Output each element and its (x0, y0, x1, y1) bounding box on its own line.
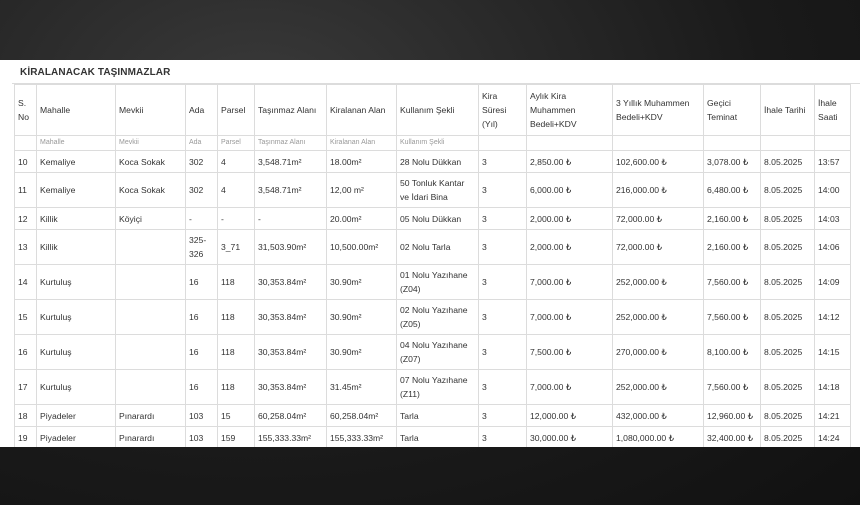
table-cell: 8,100.00 ₺ (704, 335, 761, 370)
table-cell (613, 136, 704, 151)
column-header: Parsel (218, 85, 255, 136)
table-cell: 30.90m² (327, 335, 397, 370)
table-cell: 02 Nolu Tarla (397, 230, 479, 265)
table-cell: 3 (479, 427, 527, 448)
table-cell (116, 265, 186, 300)
table-cell: Piyadeler (37, 405, 116, 427)
table-cell: Kiralanan Alan (327, 136, 397, 151)
table-cell: 13:57 (815, 151, 851, 173)
table-cell: 18.00m² (327, 151, 397, 173)
table-cell: 2,160.00 ₺ (704, 230, 761, 265)
table-cell: Koca Sokak (116, 151, 186, 173)
table-cell: Köyiçi (116, 208, 186, 230)
table-cell: 432,000.00 ₺ (613, 405, 704, 427)
table-cell: 15 (218, 405, 255, 427)
table-cell (116, 335, 186, 370)
table-cell: 2,850.00 ₺ (527, 151, 613, 173)
table-cell: 4 (218, 173, 255, 208)
table-cell: 3 (479, 370, 527, 405)
table-cell: 11 (15, 173, 37, 208)
column-header: Kullanım Şekli (397, 85, 479, 136)
table-cell: 3 (479, 405, 527, 427)
column-header: Mevkii (116, 85, 186, 136)
table-cell: 16 (186, 370, 218, 405)
table-cell (116, 230, 186, 265)
table-cell: 30.90m² (327, 265, 397, 300)
table-cell: 14:21 (815, 405, 851, 427)
table-row (15, 265, 851, 300)
column-header: Geçici Teminat (704, 85, 761, 136)
table-cell: Tarla (397, 405, 479, 427)
table-cell: 155,333.33m² (327, 427, 397, 448)
table-cell: Tarla (397, 427, 479, 448)
properties-table (14, 84, 851, 447)
table-cell: 3 (479, 230, 527, 265)
table-cell: 3_71 (218, 230, 255, 265)
table-cell: Piyadeler (37, 427, 116, 448)
table-row (15, 300, 851, 335)
table-cell: 14:06 (815, 230, 851, 265)
table-cell: 118 (218, 265, 255, 300)
table-cell: 05 Nolu Dükkan (397, 208, 479, 230)
table-cell: 3,078.00 ₺ (704, 151, 761, 173)
table-cell: 7,000.00 ₺ (527, 370, 613, 405)
column-header: Kiralanan Alan (327, 85, 397, 136)
table-cell: 8.05.2025 (761, 335, 815, 370)
table-cell: 270,000.00 ₺ (613, 335, 704, 370)
table-cell: 30.90m² (327, 300, 397, 335)
table-cell: - (255, 208, 327, 230)
table-cell (15, 136, 37, 151)
table-cell: 01 Nolu Yazıhane (Z04) (397, 265, 479, 300)
table-cell: 118 (218, 370, 255, 405)
table-cell: Kurtuluş (37, 265, 116, 300)
table-cell (116, 300, 186, 335)
table-cell: 325-326 (186, 230, 218, 265)
column-header: İhale Tarihi (761, 85, 815, 136)
bottom-backdrop (0, 447, 860, 505)
table-cell: Parsel (218, 136, 255, 151)
table-cell: 8.05.2025 (761, 173, 815, 208)
table-header-row (15, 85, 851, 136)
table-cell: 31,503.90m² (255, 230, 327, 265)
table-cell: 8.05.2025 (761, 265, 815, 300)
table-cell: 12,00 m² (327, 173, 397, 208)
table-cell (479, 136, 527, 151)
table-cell: Mevkii (116, 136, 186, 151)
table-cell: Kemaliye (37, 151, 116, 173)
column-header: Taşınmaz Alanı (255, 85, 327, 136)
table-cell: 155,333.33m² (255, 427, 327, 448)
table-cell: 18 (15, 405, 37, 427)
table-cell: 3,548.71m² (255, 173, 327, 208)
table-cell: Kullanım Şekli (397, 136, 479, 151)
table-cell: 3 (479, 300, 527, 335)
table-cell: 8.05.2025 (761, 208, 815, 230)
table-cell: Killik (37, 208, 116, 230)
document-panel (0, 60, 860, 447)
table-cell: 14:09 (815, 265, 851, 300)
table-cell: 28 Nolu Dükkan (397, 151, 479, 173)
table-cell: Kurtuluş (37, 370, 116, 405)
table-cell: 7,000.00 ₺ (527, 300, 613, 335)
table-cell: 14:12 (815, 300, 851, 335)
table-cell: Mahalle (37, 136, 116, 151)
table-cell: Koca Sokak (116, 173, 186, 208)
column-header: Ada (186, 85, 218, 136)
table-cell: 14 (15, 265, 37, 300)
table-cell: 103 (186, 405, 218, 427)
table-cell: 16 (186, 300, 218, 335)
table-cell: 3 (479, 265, 527, 300)
table-cell: 7,000.00 ₺ (527, 265, 613, 300)
column-header: 3 Yıllık Muhammen Bedeli+KDV (613, 85, 704, 136)
table-cell: 12 (15, 208, 37, 230)
table-cell: 8.05.2025 (761, 300, 815, 335)
table-cell: Pınarardı (116, 427, 186, 448)
table-cell: Ada (186, 136, 218, 151)
table-cell: 2,000.00 ₺ (527, 230, 613, 265)
table-cell: 8.05.2025 (761, 151, 815, 173)
table-cell: 3,548.71m² (255, 151, 327, 173)
column-header: Kira Süresi (Yıl) (479, 85, 527, 136)
table-cell: 72,000.00 ₺ (613, 208, 704, 230)
table-cell: 7,560.00 ₺ (704, 370, 761, 405)
table-cell: 159 (218, 427, 255, 448)
table-cell: 6,480.00 ₺ (704, 173, 761, 208)
clipped-row (15, 136, 851, 151)
table-cell: 14:18 (815, 370, 851, 405)
table-cell: 04 Nolu Yazıhane (Z07) (397, 335, 479, 370)
table-cell: 7,560.00 ₺ (704, 265, 761, 300)
table-body (15, 136, 851, 448)
table-cell: 17 (15, 370, 37, 405)
table-cell: 3 (479, 151, 527, 173)
table-cell: 60,258.04m² (327, 405, 397, 427)
table-cell: 6,000.00 ₺ (527, 173, 613, 208)
table-cell: 252,000.00 ₺ (613, 300, 704, 335)
column-header: İhale Saati (815, 85, 851, 136)
table-cell: 2,000.00 ₺ (527, 208, 613, 230)
table-cell: Kemaliye (37, 173, 116, 208)
table-cell (116, 370, 186, 405)
table-row (15, 427, 851, 448)
table-cell: 3 (479, 173, 527, 208)
table-cell: 14:03 (815, 208, 851, 230)
table-cell: 30,000.00 ₺ (527, 427, 613, 448)
section-title: KİRALANACAK TAŞINMAZLAR (20, 67, 171, 78)
table-cell: 3 (479, 335, 527, 370)
table-cell: 14:24 (815, 427, 851, 448)
table-cell: 19 (15, 427, 37, 448)
table-cell (704, 136, 761, 151)
table-cell: 50 Tonluk Kantar ve İdari Bina (397, 173, 479, 208)
table-cell: 216,000.00 ₺ (613, 173, 704, 208)
table-row (15, 405, 851, 427)
table-cell: 10 (15, 151, 37, 173)
table-cell: 14:15 (815, 335, 851, 370)
table-cell: 8.05.2025 (761, 230, 815, 265)
table-cell: 30,353.84m² (255, 370, 327, 405)
table-cell: Kurtuluş (37, 335, 116, 370)
table-cell: 252,000.00 ₺ (613, 265, 704, 300)
table-cell: 7,560.00 ₺ (704, 300, 761, 335)
column-header: S. No (15, 85, 37, 136)
table-cell: 103 (186, 427, 218, 448)
table-cell: 8.05.2025 (761, 405, 815, 427)
column-header: Mahalle (37, 85, 116, 136)
table-cell (761, 136, 815, 151)
table-cell: - (218, 208, 255, 230)
table-cell: 10,500.00m² (327, 230, 397, 265)
table-cell: 8.05.2025 (761, 427, 815, 448)
table-cell: 13 (15, 230, 37, 265)
table-cell: 30,353.84m² (255, 300, 327, 335)
table-cell: 7,500.00 ₺ (527, 335, 613, 370)
table-cell: 07 Nolu Yazıhane (Z11) (397, 370, 479, 405)
table-cell: 31.45m² (327, 370, 397, 405)
table-cell: 302 (186, 151, 218, 173)
table-cell: 252,000.00 ₺ (613, 370, 704, 405)
table-cell: 20.00m² (327, 208, 397, 230)
table-cell: 16 (15, 335, 37, 370)
table-cell: - (186, 208, 218, 230)
table-cell: 60,258.04m² (255, 405, 327, 427)
table-cell (815, 136, 851, 151)
table-cell: 1,080,000.00 ₺ (613, 427, 704, 448)
table-cell: 30,353.84m² (255, 265, 327, 300)
table-cell: 32,400.00 ₺ (704, 427, 761, 448)
table-cell: 16 (186, 265, 218, 300)
column-header: Aylık Kira Muhammen Bedeli+KDV (527, 85, 613, 136)
table-cell: 12,000.00 ₺ (527, 405, 613, 427)
table-cell: 2,160.00 ₺ (704, 208, 761, 230)
table-cell: 118 (218, 300, 255, 335)
table-cell: Taşınmaz Alanı (255, 136, 327, 151)
table-cell: 102,600.00 ₺ (613, 151, 704, 173)
table-cell: 3 (479, 208, 527, 230)
table-cell: Kurtuluş (37, 300, 116, 335)
table-cell: 72,000.00 ₺ (613, 230, 704, 265)
table-cell: Pınarardı (116, 405, 186, 427)
table-cell: 12,960.00 ₺ (704, 405, 761, 427)
table-row (15, 230, 851, 265)
table-cell: 118 (218, 335, 255, 370)
table-cell (527, 136, 613, 151)
table-cell: 4 (218, 151, 255, 173)
table-row (15, 335, 851, 370)
table-cell: 30,353.84m² (255, 335, 327, 370)
table-row (15, 208, 851, 230)
table-row (15, 370, 851, 405)
table-cell: 02 Nolu Yazıhane (Z05) (397, 300, 479, 335)
table-cell: 15 (15, 300, 37, 335)
table-cell: Killik (37, 230, 116, 265)
table-cell: 8.05.2025 (761, 370, 815, 405)
table-row (15, 151, 851, 173)
table-cell: 302 (186, 173, 218, 208)
table-cell: 16 (186, 335, 218, 370)
table-row (15, 173, 851, 208)
table-cell: 14:00 (815, 173, 851, 208)
